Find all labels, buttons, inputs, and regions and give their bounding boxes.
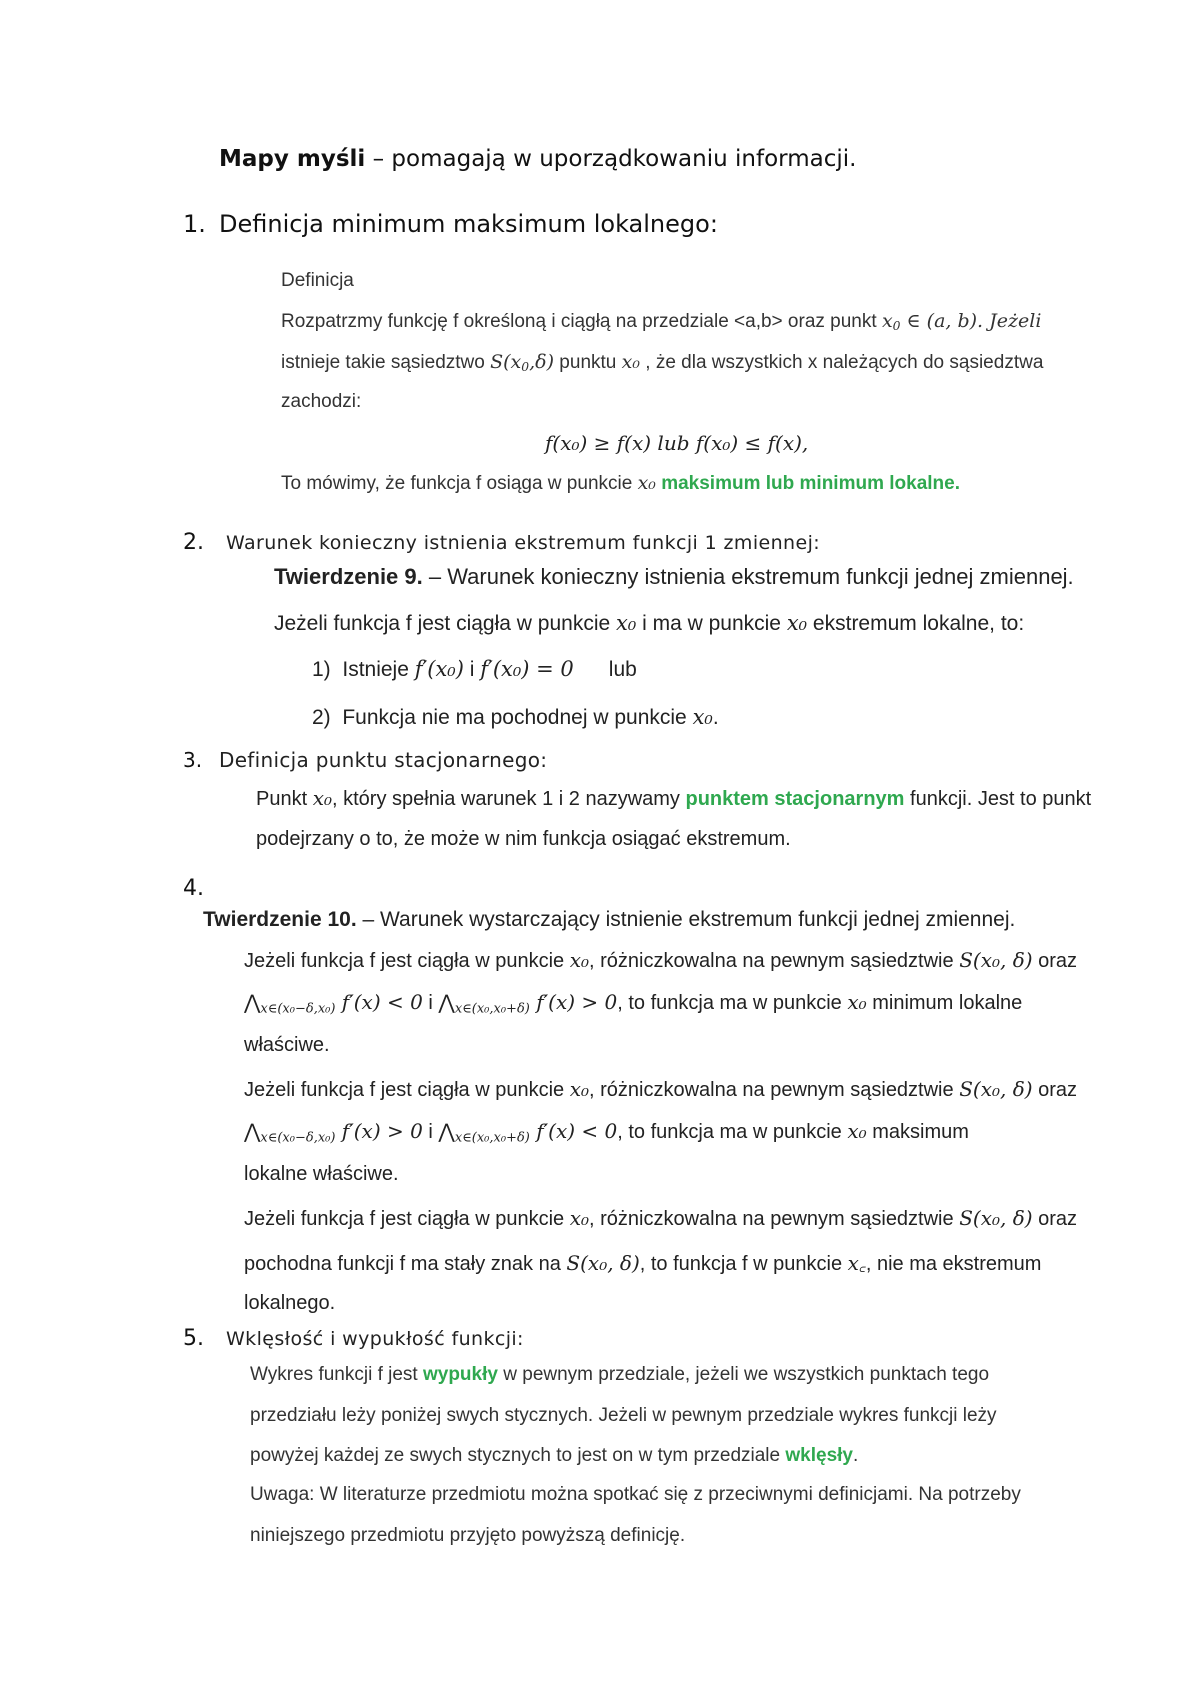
- theorem-10-b-line-3: lokalne właściwe.: [244, 1163, 399, 1185]
- convexity-note-line-1: Uwaga: W literaturze przedmiotu można spotkać się z przeciwnymi definicjami. Na potrzeby: [250, 1484, 1021, 1505]
- heading-rest: – pomagają w uporządkowaniu informacji.: [365, 146, 857, 172]
- theorem-10-a-line-3: właściwe.: [244, 1034, 330, 1056]
- convexity-line-3: powyżej każdej ze swych stycznych to jest on w tym przedziale wklęsły.: [250, 1445, 859, 1466]
- item-4-number: 4.: [183, 876, 204, 901]
- stationary-line-1: Punkt x₀, który spełnia warunek 1 i 2 nazywamy punktem stacjonarnym funkcji. Jest to punkt: [256, 786, 1092, 810]
- theorem-10-title: Twierdzenie 10. – Warunek wystarczający istnienie ekstremum funkcji jednej zmiennej.: [203, 908, 1016, 931]
- definition-line-3: zachodzi:: [281, 391, 362, 412]
- highlight-concave: wklęsły: [785, 1445, 853, 1466]
- theorem-10-a-line-1: Jeżeli funkcja f jest ciągła w punkcie x₀, różniczkowalna na pewnym sąsiedztwie S(x₀, δ) oraz: [244, 948, 1078, 972]
- theorem-9-condition-1: 1) Istnieje f′(x₀) i f′(x₀) = 0 lub: [312, 657, 637, 681]
- theorem-9-condition-2: 2) Funkcja nie ma pochodnej w punkcie x₀.: [312, 705, 719, 729]
- theorem-10-c-line-3: lokalnego.: [244, 1292, 336, 1314]
- item-1-title: Definicja minimum maksimum lokalnego:: [219, 210, 718, 238]
- convexity-line-1: Wykres funkcji f jest wypukły w pewnym przedziale, jeżeli we wszystkich punktach tego: [250, 1364, 990, 1385]
- theorem-9-line-1: Jeżeli funkcja f jest ciągła w punkcie x₀ i ma w punkcie x₀ ekstremum lokalne, to:: [274, 611, 1025, 635]
- item-3-number: 3.: [183, 748, 203, 772]
- definition-line-2: istnieje takie sąsiedztwo $S(x_0,\delta)$ punktu x₀ , że dla wszystkich x należących do sąsiedztwa: [281, 351, 1044, 375]
- definition-formula: f(x₀) ≥ f(x) lub f(x₀) ≤ f(x),: [545, 431, 809, 455]
- item-5-number: 5.: [183, 1326, 204, 1351]
- convexity-note-line-2: niniejszego przedmiotu przyjęto powyższą definicję.: [250, 1525, 686, 1546]
- heading-bold: Mapy myśli: [219, 146, 366, 172]
- highlight-convex: wypukły: [422, 1364, 498, 1385]
- page-heading: [219, 146, 856, 172]
- highlight-max-min: maksimum lub minimum lokalne.: [661, 473, 960, 494]
- theorem-10-a-line-2: $⋀_{x\in(x_0-\delta,x_0)}$ f′(x) < 0 i $⋀_{x\in(x_0,x_0+\delta)}$ f′(x) > 0, to funkcja ma w punkcie x₀ minimum lokalne: [244, 990, 1023, 1017]
- definition-header: Definicja: [281, 270, 354, 291]
- item-3-title: Definicja punktu stacjonarnego:: [219, 748, 548, 772]
- item-1-number: 1.: [183, 210, 206, 238]
- theorem-9-title: Twierdzenie 9. – Warunek konieczny istnienia ekstremum funkcji jednej zmiennej.: [274, 564, 1074, 589]
- theorem-10-b-line-1: Jeżeli funkcja f jest ciągła w punkcie x₀, różniczkowalna na pewnym sąsiedztwie S(x₀, δ) oraz: [244, 1077, 1078, 1101]
- item-2-title: Warunek konieczny istnienia ekstremum funkcji 1 zmiennej:: [226, 532, 821, 554]
- convexity-line-2: przedziału leży poniżej swych stycznych. Jeżeli w pewnym przedziale wykres funkcji leży: [250, 1405, 997, 1426]
- highlight-stationary: punktem stacjonarnym: [685, 788, 905, 810]
- theorem-10-c-line-2: pochodna funkcji f ma stały znak na S(x₀, δ), to funkcja f w punkcie x꜀, nie ma ekstremum: [244, 1251, 1042, 1275]
- definition-line-1: Rozpatrzmy funkcję f określoną i ciągłą na przedziale <a,b> oraz punkt $x_0$ ∈ (a, b). Jeżeli: [281, 310, 1042, 334]
- theorem-10-c-line-1: Jeżeli funkcja f jest ciągła w punkcie x₀, różniczkowalna na pewnym sąsiedztwie S(x₀, δ) oraz: [244, 1206, 1078, 1230]
- definition-line-5: To mówimy, że funkcja f osiąga w punkcie x₀ maksimum lub minimum lokalne.: [281, 472, 960, 494]
- item-2-number: 2.: [183, 530, 204, 555]
- theorem-10-b-line-2: $⋀_{x\in(x_0-\delta,x_0)}$ f′(x) > 0 i $⋀_{x\in(x_0,x_0+\delta)}$ f′(x) < 0, to funkcja ma w punkcie x₀ maksimum: [244, 1119, 969, 1146]
- stationary-line-2: podejrzany o to, że może w nim funkcja osiągać ekstremum.: [256, 828, 791, 850]
- item-5-title: Wklęsłość i wypukłość funkcji:: [226, 1328, 524, 1350]
